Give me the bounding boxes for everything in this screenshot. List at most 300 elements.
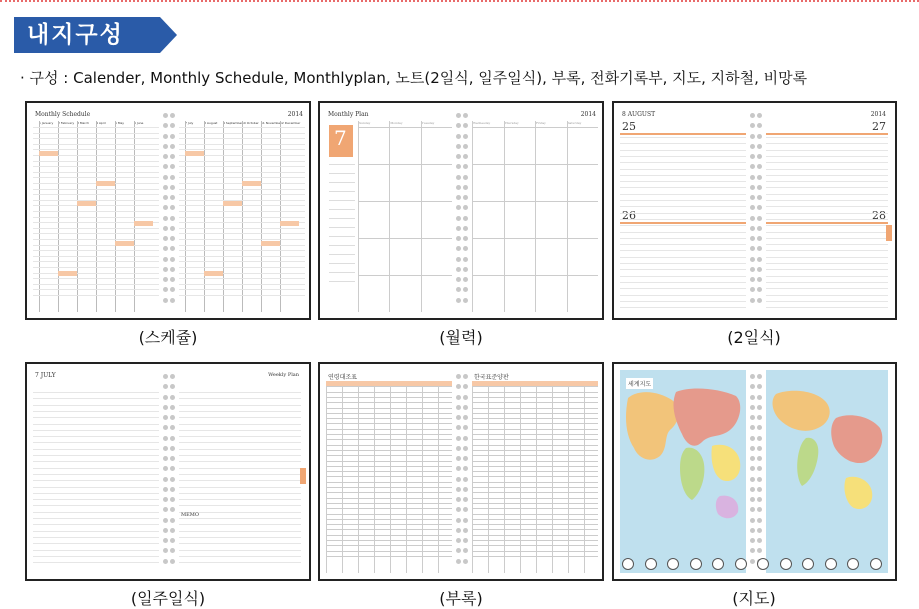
hole xyxy=(757,267,762,272)
clock-icon xyxy=(645,558,657,570)
two-day-month: 8 AUGUST xyxy=(622,111,656,118)
ruled-line xyxy=(620,301,746,302)
hole xyxy=(757,164,762,169)
hole xyxy=(170,497,175,502)
row-line xyxy=(179,166,305,167)
binder-holes xyxy=(162,113,176,308)
ruled-line xyxy=(33,556,159,557)
hole xyxy=(750,164,755,169)
table-row-line xyxy=(472,386,598,387)
week-line xyxy=(472,164,598,165)
weekend-highlight xyxy=(39,151,58,156)
hole xyxy=(163,466,168,471)
hole xyxy=(163,528,168,533)
ruled-line xyxy=(179,556,301,557)
schedule-year: 2014 xyxy=(287,111,303,118)
hole xyxy=(170,287,175,292)
row-line xyxy=(33,189,159,190)
map-left-page xyxy=(620,370,746,573)
clock-icon xyxy=(712,558,724,570)
index-tab xyxy=(300,468,306,484)
month-header: 9 September xyxy=(223,121,243,125)
column-line xyxy=(358,121,359,312)
ruled-line xyxy=(620,206,746,207)
hole xyxy=(463,144,468,149)
hole xyxy=(757,456,762,461)
ruled-line xyxy=(179,499,301,500)
hole xyxy=(463,405,468,410)
ruled-line xyxy=(179,562,301,563)
hole xyxy=(163,559,168,564)
month-header: 3 March xyxy=(77,121,90,125)
row-line xyxy=(33,284,159,285)
hole xyxy=(757,195,762,200)
ruled-line xyxy=(766,244,888,245)
ruled-line xyxy=(33,505,159,506)
table-row-line xyxy=(472,482,598,483)
hole xyxy=(456,216,461,221)
hole xyxy=(750,123,755,128)
note-line xyxy=(329,281,355,282)
hole xyxy=(757,113,762,118)
ruled-line xyxy=(620,213,746,214)
week-line xyxy=(358,201,452,202)
hole xyxy=(170,195,175,200)
clock-icon xyxy=(622,558,634,570)
column-line xyxy=(567,121,568,312)
hole xyxy=(750,185,755,190)
day-28: 28 xyxy=(872,209,886,222)
hole xyxy=(463,497,468,502)
ruled-lines xyxy=(179,392,301,563)
hole xyxy=(750,384,755,389)
hole xyxy=(750,446,755,451)
top-dotted-border xyxy=(0,0,919,2)
ruled-line xyxy=(620,225,746,226)
ruled-line xyxy=(33,474,159,475)
ruled-line xyxy=(33,537,159,538)
row-line xyxy=(179,211,305,212)
row-line xyxy=(179,189,305,190)
ruled-line xyxy=(620,219,746,220)
weekly-right-page xyxy=(179,370,301,573)
note-line xyxy=(329,272,355,273)
hole xyxy=(456,405,461,410)
table-column-line xyxy=(406,381,407,573)
hole xyxy=(750,246,755,251)
table-row-line xyxy=(326,466,452,467)
ruled-line xyxy=(33,449,159,450)
hole xyxy=(750,548,755,553)
hole xyxy=(456,154,461,159)
hole xyxy=(456,518,461,523)
hole xyxy=(750,415,755,420)
ruled-line xyxy=(766,169,888,170)
note-line xyxy=(329,182,355,183)
ruled-line xyxy=(620,276,746,277)
hole xyxy=(170,298,175,303)
hole xyxy=(750,267,755,272)
ruled-lines xyxy=(620,137,746,298)
binder-holes xyxy=(749,374,763,569)
ruled-line xyxy=(33,512,159,513)
hole xyxy=(170,144,175,149)
hole xyxy=(463,528,468,533)
hole xyxy=(750,175,755,180)
table-row-line xyxy=(326,386,452,387)
hole xyxy=(757,185,762,190)
hole xyxy=(750,287,755,292)
month-header: 11 November xyxy=(261,121,282,125)
table-row-line xyxy=(472,455,598,456)
hole xyxy=(463,507,468,512)
ruled-line xyxy=(766,194,888,195)
hole xyxy=(750,226,755,231)
ruled-line xyxy=(179,461,301,462)
monthly-left-page xyxy=(326,109,452,312)
ruled-line xyxy=(766,282,888,283)
hole xyxy=(163,267,168,272)
column-line xyxy=(421,121,422,312)
row-line xyxy=(179,267,305,268)
hole xyxy=(163,374,168,379)
ruled-line xyxy=(33,436,159,437)
table-row-line xyxy=(326,508,452,509)
table-column-line xyxy=(326,381,327,573)
hole xyxy=(163,456,168,461)
ruled-line xyxy=(620,169,746,170)
hole xyxy=(456,123,461,128)
table-row-line xyxy=(472,487,598,488)
hole xyxy=(170,405,175,410)
hole xyxy=(456,246,461,251)
hole xyxy=(163,446,168,451)
hole xyxy=(456,195,461,200)
table-row-line xyxy=(326,423,452,424)
table-row-line xyxy=(326,519,452,520)
hole xyxy=(456,538,461,543)
hole xyxy=(463,185,468,190)
row-line xyxy=(33,172,159,173)
hole xyxy=(163,246,168,251)
hole xyxy=(463,456,468,461)
hole xyxy=(757,374,762,379)
ruled-line xyxy=(766,269,888,270)
hole xyxy=(456,164,461,169)
ruled-line xyxy=(179,405,301,406)
row-line xyxy=(33,138,159,139)
hole xyxy=(463,154,468,159)
row-line xyxy=(179,217,305,218)
column-line xyxy=(504,121,505,312)
table-row-line xyxy=(472,519,598,520)
row-line xyxy=(179,295,305,296)
clock-icon xyxy=(735,558,747,570)
row-line xyxy=(179,177,305,178)
hole xyxy=(750,113,755,118)
ruled-line xyxy=(33,392,159,393)
day-25: 25 xyxy=(622,120,636,133)
month-header: 5 May xyxy=(115,121,125,125)
weekend-highlight xyxy=(204,271,223,276)
hole xyxy=(170,175,175,180)
column-line xyxy=(472,121,473,312)
table-row-line xyxy=(326,529,452,530)
hole xyxy=(170,559,175,564)
hole xyxy=(163,144,168,149)
table-header-band xyxy=(472,381,598,386)
hole xyxy=(757,466,762,471)
weekend-highlight xyxy=(223,201,242,206)
weekend-highlight xyxy=(96,181,115,186)
hole xyxy=(170,134,175,139)
monthly-grid-left xyxy=(358,121,452,312)
ruled-line xyxy=(620,143,746,144)
appendix-right-page xyxy=(472,370,598,573)
column-line xyxy=(535,121,536,312)
hole xyxy=(463,374,468,379)
note-line xyxy=(329,227,355,228)
ruled-lines xyxy=(33,392,159,563)
monthly-notes xyxy=(329,164,355,308)
table-column-line xyxy=(374,381,375,573)
table-row-line xyxy=(472,540,598,541)
hole xyxy=(170,154,175,159)
hole xyxy=(163,277,168,282)
ruled-line xyxy=(179,424,301,425)
ruled-line xyxy=(766,187,888,188)
month-header: 1 January xyxy=(39,121,54,125)
ruled-line xyxy=(179,468,301,469)
ruled-line xyxy=(620,307,746,308)
hole xyxy=(163,518,168,523)
table-row-line xyxy=(472,551,598,552)
weekend-highlight xyxy=(242,181,261,186)
table-row-line xyxy=(326,434,452,435)
row-line xyxy=(33,161,159,162)
ruled-line xyxy=(620,263,746,264)
weekly-preview xyxy=(25,362,311,581)
hole xyxy=(757,405,762,410)
row-line xyxy=(179,172,305,173)
note-line xyxy=(329,254,355,255)
month-header: 4 April xyxy=(96,121,106,125)
table-row-line xyxy=(472,439,598,440)
hole xyxy=(750,257,755,262)
note-line xyxy=(329,245,355,246)
schedule-left-page xyxy=(33,109,159,312)
ruled-line xyxy=(33,487,159,488)
weekend-highlight xyxy=(280,221,299,226)
table-column-line xyxy=(504,381,505,573)
hole xyxy=(463,205,468,210)
table-row-line xyxy=(326,429,452,430)
monthly-plan-title: Monthly Plan xyxy=(328,111,369,118)
ruled-line xyxy=(620,187,746,188)
ruled-line xyxy=(766,276,888,277)
hole xyxy=(750,236,755,241)
clock-icon xyxy=(802,558,814,570)
hole xyxy=(170,205,175,210)
ruled-line xyxy=(620,150,746,151)
hole xyxy=(170,487,175,492)
ruled-line xyxy=(179,505,301,506)
hole xyxy=(463,257,468,262)
hole xyxy=(757,287,762,292)
hole xyxy=(463,277,468,282)
table-row-line xyxy=(326,498,452,499)
monthly-plan-preview xyxy=(318,101,604,320)
hole xyxy=(163,436,168,441)
month-header: 7 July xyxy=(185,121,194,125)
row-line xyxy=(179,194,305,195)
table-column-line xyxy=(358,381,359,573)
week-line xyxy=(472,127,598,128)
composition-description: · 구성 : Calender, Monthly Schedule, Monthlyplan, 노트(2일식, 일주일식), 부록, 전화기록부, 지도, 지하철, 비망록 xyxy=(20,69,808,87)
ruled-line xyxy=(766,219,888,220)
hole xyxy=(463,298,468,303)
table-row-line xyxy=(472,392,598,393)
hole xyxy=(750,144,755,149)
table-column-line xyxy=(342,381,343,573)
two-day-year: 2014 xyxy=(870,111,886,118)
ruled-line xyxy=(620,156,746,157)
ruled-line xyxy=(179,411,301,412)
hole xyxy=(170,384,175,389)
hole xyxy=(750,395,755,400)
binder-holes xyxy=(749,113,763,308)
hole xyxy=(163,185,168,190)
hole xyxy=(757,518,762,523)
ruled-line xyxy=(33,480,159,481)
hole xyxy=(456,446,461,451)
day-header: Monday xyxy=(390,121,403,125)
table-row-line xyxy=(472,423,598,424)
table-column-line xyxy=(568,381,569,573)
table-row-line xyxy=(326,503,452,504)
ruled-line xyxy=(33,417,159,418)
hole xyxy=(170,267,175,272)
hole xyxy=(163,216,168,221)
hole xyxy=(757,446,762,451)
table-row-line xyxy=(472,461,598,462)
hole xyxy=(750,134,755,139)
hole xyxy=(456,395,461,400)
hole xyxy=(750,456,755,461)
hole xyxy=(456,548,461,553)
hole xyxy=(456,497,461,502)
hole xyxy=(750,528,755,533)
hole xyxy=(170,257,175,262)
hole xyxy=(757,384,762,389)
hole xyxy=(456,425,461,430)
hole xyxy=(456,175,461,180)
table-column-line xyxy=(422,381,423,573)
hole xyxy=(750,298,755,303)
table-row-line xyxy=(326,540,452,541)
table-row-line xyxy=(326,492,452,493)
hole xyxy=(757,216,762,221)
appendix-title-right: 한국표준양판 xyxy=(474,374,509,381)
table-row-line xyxy=(472,535,598,536)
ruled-line xyxy=(33,405,159,406)
hole xyxy=(170,113,175,118)
appendix-table-left xyxy=(326,381,452,573)
table-row-line xyxy=(326,556,452,557)
hole xyxy=(757,205,762,210)
hole xyxy=(456,466,461,471)
ruled-line xyxy=(620,244,746,245)
hole xyxy=(170,246,175,251)
weekly-month: 7 JULY xyxy=(35,372,56,379)
note-line xyxy=(329,173,355,174)
table-column-line xyxy=(552,381,553,573)
month-badge xyxy=(329,125,353,157)
month-header: 12 December xyxy=(280,121,301,125)
hole xyxy=(456,477,461,482)
ruled-line xyxy=(33,543,159,544)
hole xyxy=(163,287,168,292)
ruled-line xyxy=(766,162,888,163)
table-row-line xyxy=(472,450,598,451)
clock-icon xyxy=(780,558,792,570)
table-row-line xyxy=(472,397,598,398)
ruled-line xyxy=(179,531,301,532)
ruled-line xyxy=(766,263,888,264)
hole xyxy=(170,538,175,543)
hole xyxy=(750,497,755,502)
week-line xyxy=(358,275,452,276)
ruled-line xyxy=(766,238,888,239)
day-27: 27 xyxy=(872,120,886,133)
day-header: Saturday xyxy=(567,121,582,125)
hole xyxy=(456,456,461,461)
ruled-line xyxy=(620,238,746,239)
day-header: Friday xyxy=(536,121,546,125)
hole xyxy=(163,226,168,231)
schedule-title: Monthly Schedule xyxy=(35,111,91,118)
hole xyxy=(170,477,175,482)
ruled-line xyxy=(620,288,746,289)
ruled-line xyxy=(766,232,888,233)
ruled-line xyxy=(179,436,301,437)
hole xyxy=(456,205,461,210)
row-line xyxy=(33,267,159,268)
hole xyxy=(170,226,175,231)
map-preview xyxy=(612,362,897,581)
ruled-line xyxy=(766,225,888,226)
week-line xyxy=(358,164,452,165)
ruled-line xyxy=(179,392,301,393)
table-row-line xyxy=(472,466,598,467)
hole xyxy=(456,134,461,139)
table-column-line xyxy=(584,381,585,573)
ruled-line xyxy=(620,295,746,296)
table-row-line xyxy=(326,482,452,483)
monthly-right-page xyxy=(472,109,598,312)
ruled-line xyxy=(766,213,888,214)
hole xyxy=(170,425,175,430)
hole xyxy=(170,185,175,190)
ruled-line xyxy=(179,543,301,544)
ruled-line xyxy=(620,269,746,270)
ruled-line xyxy=(766,150,888,151)
table-row-line xyxy=(326,455,452,456)
hole xyxy=(757,175,762,180)
table-row-line xyxy=(472,413,598,414)
ruled-line xyxy=(179,537,301,538)
hole xyxy=(757,144,762,149)
